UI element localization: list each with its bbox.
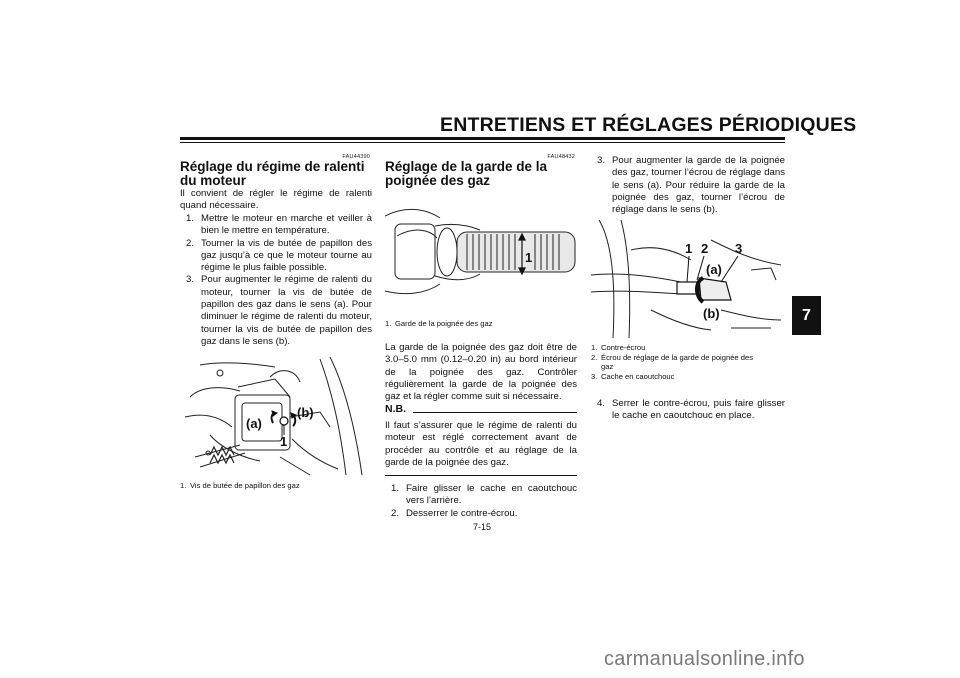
page-title: ENTRETIENS ET RÉGLAGES PÉRIODIQUES (440, 114, 857, 136)
step-item (385, 508, 577, 520)
step-number: 1. (186, 213, 195, 224)
label-a: (a) (706, 262, 722, 277)
figure-throttle-stop-screw (180, 357, 372, 477)
rubber-cover (699, 278, 731, 300)
intro-paragraph: Il convient de régler le régime de ralenti quand nécessaire. (180, 188, 372, 212)
caption-number: 1. (591, 343, 598, 352)
step-number: 1. (391, 483, 400, 494)
callout-1: 1 (685, 241, 693, 256)
caption-number: 3. (591, 371, 598, 381)
grip-body (457, 232, 575, 272)
step-text: Pour augmenter le régime de ralenti du moteur, tourner la vis de butée de papillon des gaz dans le sens (a). Pour diminuer le régime de ralenti du moteur, tourner la vis de butée de papillon des gaz dans le sens (b). (201, 274, 372, 347)
section-code: FAU44390 (342, 154, 370, 160)
step-number: 2. (391, 507, 400, 519)
header-rule-thick (180, 137, 785, 140)
figure-adjusting-nut (591, 220, 785, 338)
chapter-tab: 7 (792, 296, 821, 335)
step-number: 3. (597, 155, 606, 166)
section-heading: Réglage du régime de ralenti du moteur (180, 159, 365, 188)
section-code: FAU48432 (547, 154, 575, 160)
step-item (385, 483, 577, 508)
nb-top-rule (413, 412, 577, 413)
free-play-paragraph: La garde de la poignée des gaz doit être de 3.0–5.0 mm (0.12–0.20 in) au bord intérieur de la poignée des gaz. Contrôler régulièrement la garde de la poignée des gaz et la régler comme suit si nécessaire. (385, 342, 577, 403)
caption-item (591, 353, 761, 372)
nb-bottom-rule (385, 475, 577, 476)
caption-text: Cache en caoutchouc (601, 371, 675, 381)
caption-text: Écrou de réglage de la garde de poignée des gaz (601, 352, 753, 371)
page-number: 7-15 (472, 522, 491, 532)
step-list-right (591, 155, 785, 216)
nb-text: Il faut s’assurer que le régime de ralenti du moteur est réglé correctement avant de procéder au contrôle et au réglage de la garde de la poignée des gaz. (385, 420, 577, 468)
step-text: Serrer le contre-écrou, puis faire glisser le cache en caoutchouc en place. (612, 398, 785, 422)
step-list-right-2 (591, 398, 785, 423)
step-text: Tourner la vis de butée de papillon des gaz jusqu’à ce que le moteur tourne au régime le plus faible possible. (201, 237, 372, 274)
step-item (591, 398, 785, 423)
throttle-grip-illustration (385, 196, 577, 314)
callout-3: 3 (735, 241, 743, 256)
step-list-left (180, 213, 372, 348)
header-rule-thin (180, 142, 785, 143)
step-text: Faire glisser le cache en caoutchouc vers l’arrière. (406, 483, 577, 507)
label-b: (b) (703, 306, 720, 321)
caption-number: 1. (385, 319, 392, 328)
adjusting-nut-illustration (591, 220, 785, 338)
step-number: 2. (186, 237, 195, 249)
callout-1: 1 (525, 250, 533, 265)
step-number: 4. (597, 398, 606, 409)
figure-throttle-grip (385, 196, 577, 314)
step-text: Pour augmenter la garde de la poignée des gaz, tourner l’écrou de réglage dans le sens (a). Pour réduire la garde de la poignée des gaz, tourner l’écrou de réglage dans le sens (b). (612, 155, 785, 216)
step-text: Mettre le moteur en marche et veiller à bien le mettre en température. (201, 213, 372, 237)
section-heading: Réglage de la garde de la poignée des gaz (385, 159, 548, 188)
step-list-middle (385, 483, 577, 520)
caption-text: Garde de la poignée des gaz (395, 319, 493, 328)
nb-title: N.B. (385, 403, 406, 415)
callout-2: 2 (701, 241, 709, 256)
caption-item (591, 343, 785, 353)
caption-text: Vis de butée de papillon des gaz (190, 481, 300, 490)
caption-item (385, 319, 577, 329)
caption-number: 2. (591, 352, 598, 362)
figure-caption-left (180, 481, 372, 491)
engine-illustration (180, 357, 372, 477)
step-text: Desserrer le contre-écrou. (406, 507, 518, 519)
caption-number: 1. (180, 481, 187, 490)
watermark: carmanualsonline.info (604, 648, 805, 670)
figure-caption-right (591, 343, 785, 381)
step-item (180, 213, 372, 238)
step-item (591, 155, 785, 216)
step-item (180, 274, 372, 348)
caption-item (591, 372, 785, 382)
step-item (180, 238, 372, 275)
caption-item (180, 481, 372, 491)
label-a: (a) (246, 416, 262, 431)
callout-1: 1 (280, 434, 288, 449)
figure-caption-middle (385, 319, 577, 329)
step-number: 3. (186, 274, 195, 286)
label-b: (b) (297, 405, 314, 420)
caption-text: Contre-écrou (601, 343, 646, 352)
